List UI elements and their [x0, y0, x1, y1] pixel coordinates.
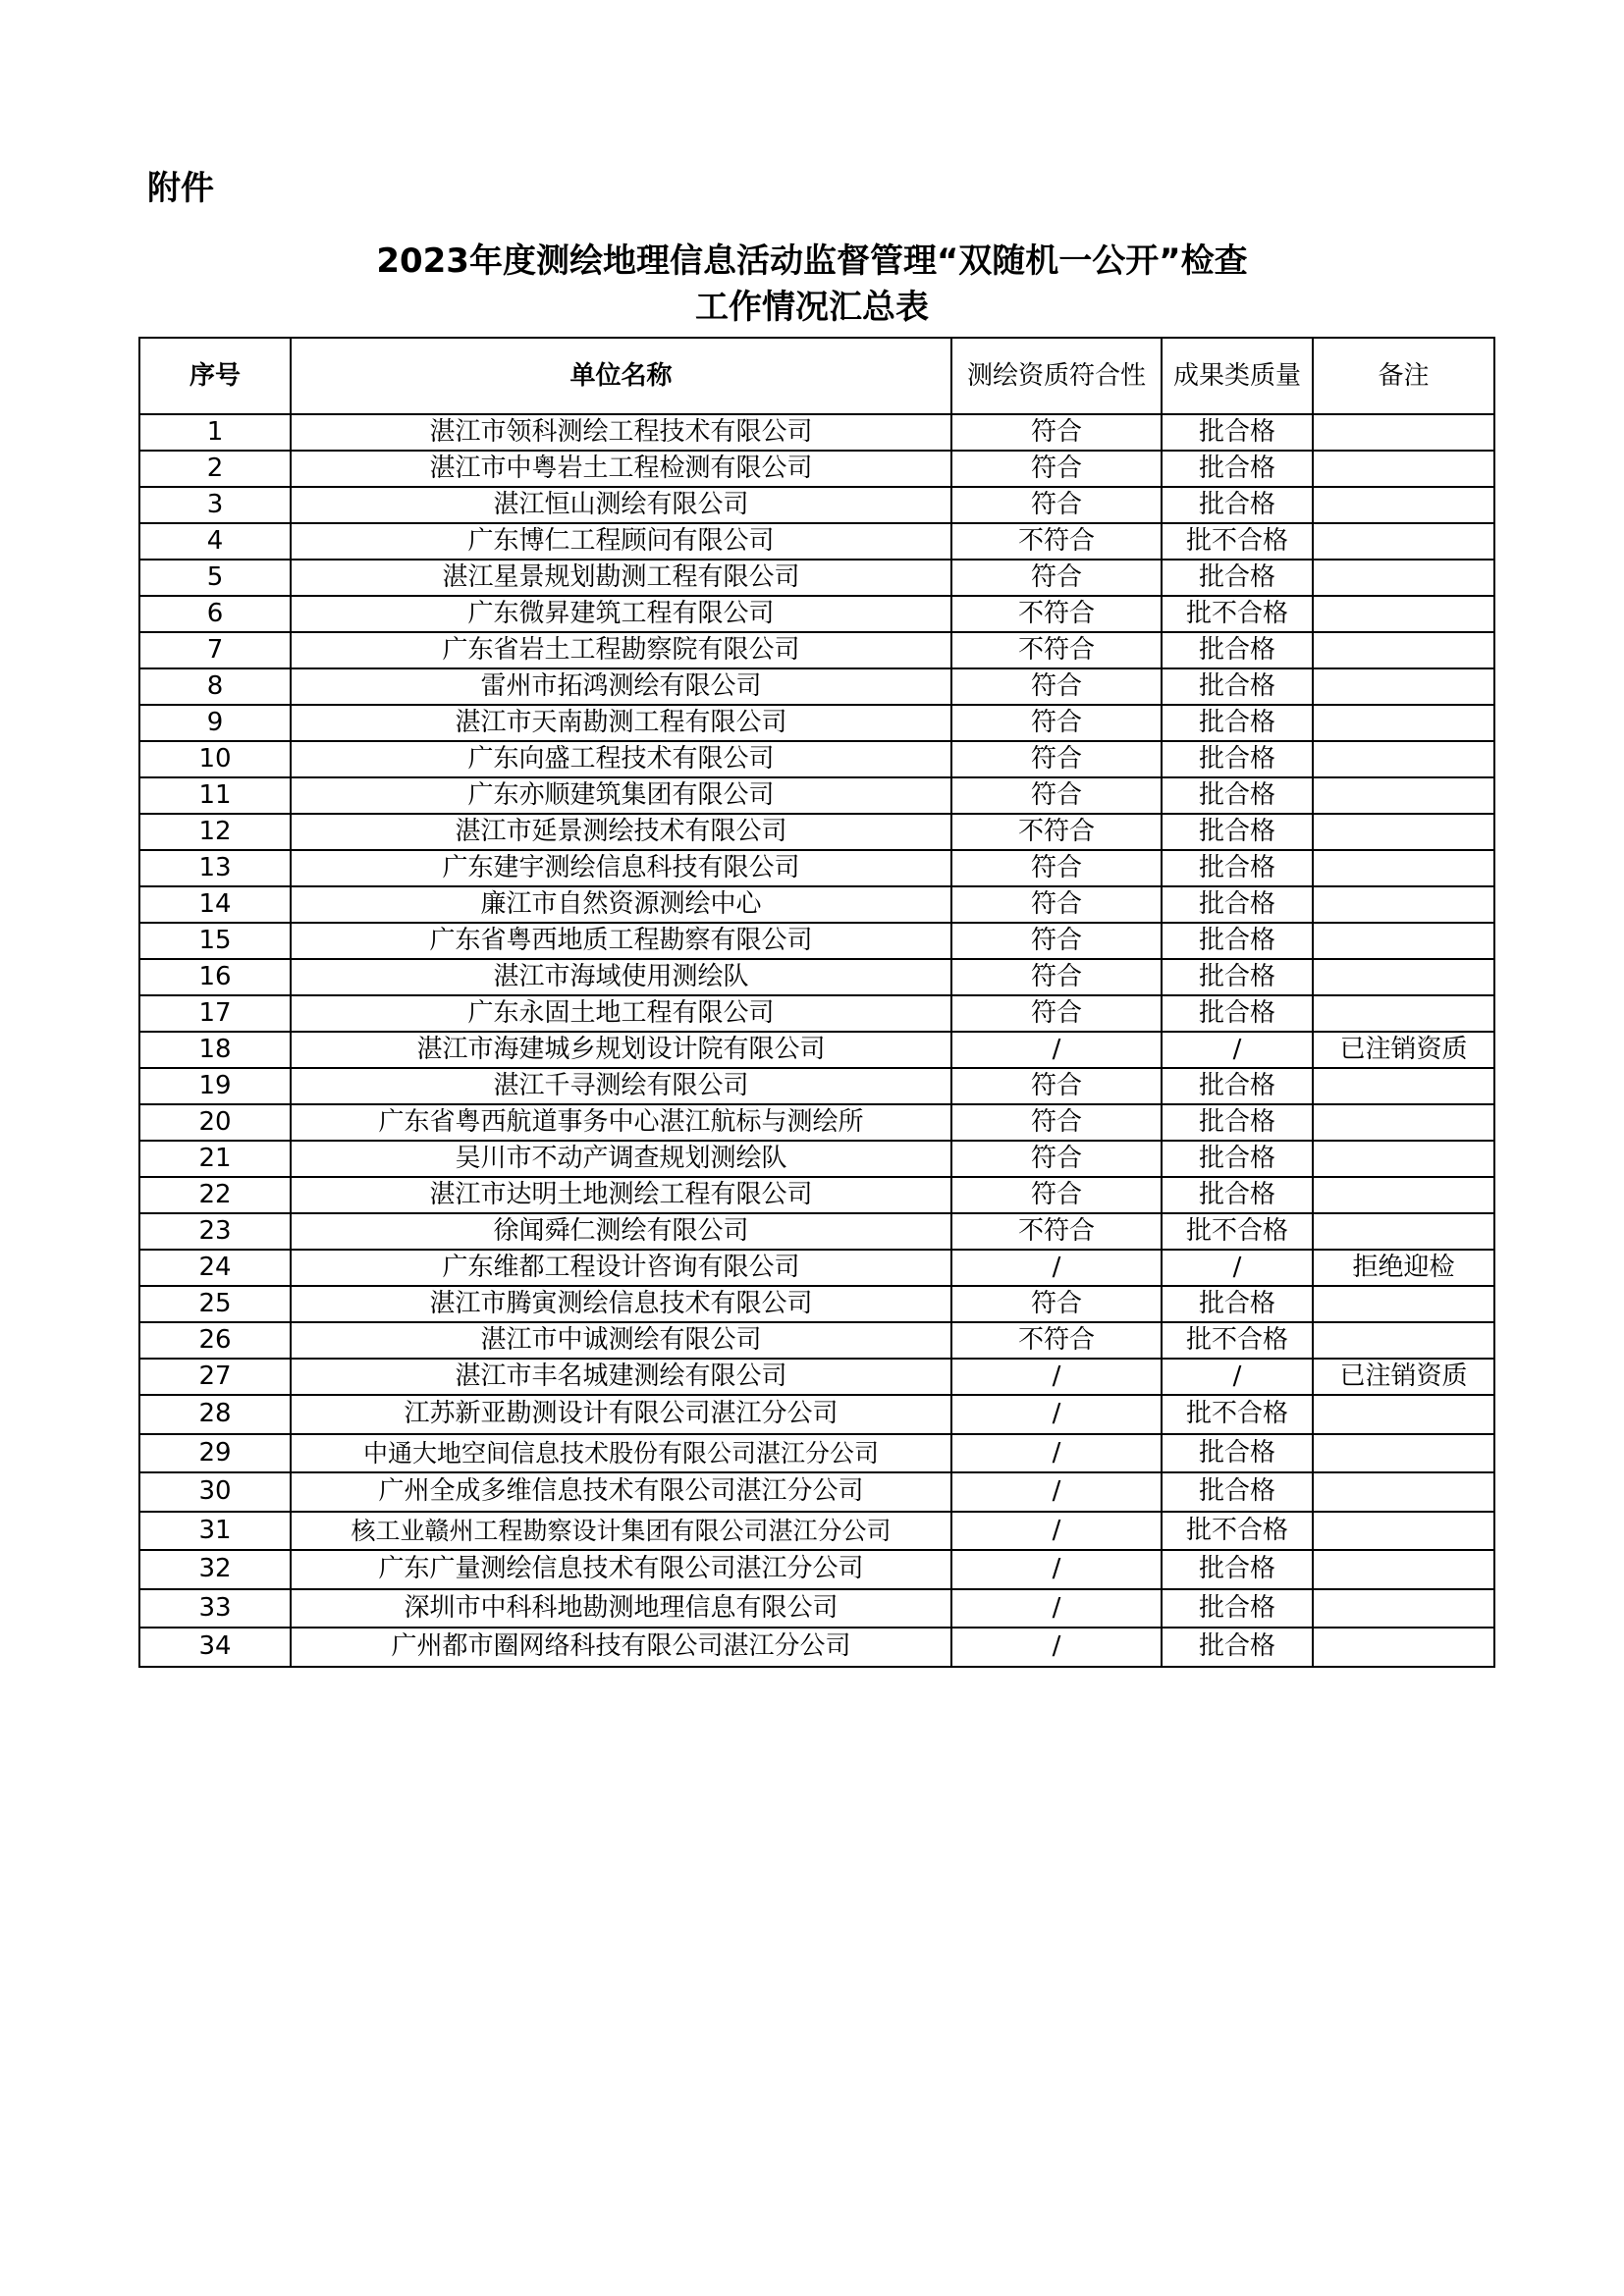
cell-company-name: 湛江市海域使用测绘队 — [291, 959, 951, 995]
cell-company-name: 湛江市中粤岩土工程检测有限公司 — [291, 451, 951, 487]
cell-company-name: 湛江市腾寅测绘信息技术有限公司 — [291, 1286, 951, 1322]
cell-qualification: / — [951, 1550, 1162, 1589]
cell-qualification: 符合 — [951, 668, 1162, 705]
cell-remark: 已注销资质 — [1313, 1359, 1494, 1395]
cell-company-name: 湛江市海建城乡规划设计院有限公司 — [291, 1032, 951, 1068]
table-row — [139, 1472, 1494, 1512]
cell-qualification: 符合 — [951, 1068, 1162, 1104]
cell-no: 27 — [139, 1359, 291, 1395]
cell-qualification: 不符合 — [951, 1213, 1162, 1250]
cell-qualification: 不符合 — [951, 596, 1162, 632]
cell-result: 批合格 — [1162, 632, 1313, 668]
cell-qualification: 符合 — [951, 923, 1162, 959]
cell-company-name: 湛江市达明土地测绘工程有限公司 — [291, 1177, 951, 1213]
table-row — [139, 850, 1494, 886]
cell-remark — [1313, 1472, 1494, 1512]
cell-result: 批不合格 — [1162, 1395, 1313, 1434]
cell-no: 7 — [139, 632, 291, 668]
cell-result: 批合格 — [1162, 1177, 1313, 1213]
cell-remark — [1313, 632, 1494, 668]
cell-company-name: 广东省粤西航道事务中心湛江航标与测绘所 — [291, 1104, 951, 1141]
cell-remark — [1313, 1286, 1494, 1322]
cell-qualification: 不符合 — [951, 814, 1162, 850]
cell-qualification: 符合 — [951, 1104, 1162, 1141]
table-row — [139, 1286, 1494, 1322]
cell-no: 15 — [139, 923, 291, 959]
cell-no: 1 — [139, 414, 291, 451]
cell-qualification: / — [951, 1472, 1162, 1512]
header-company-name: 单位名称 — [291, 338, 951, 414]
table-row — [139, 1213, 1494, 1250]
cell-result: 批合格 — [1162, 560, 1313, 596]
cell-no: 28 — [139, 1395, 291, 1434]
cell-remark — [1313, 1512, 1494, 1551]
cell-qualification: / — [951, 1359, 1162, 1395]
cell-company-name: 湛江星景规划勘测工程有限公司 — [291, 560, 951, 596]
cell-qualification: 符合 — [951, 1286, 1162, 1322]
cell-remark — [1313, 414, 1494, 451]
cell-result: 批合格 — [1162, 886, 1313, 923]
cell-company-name: 湛江市天南勘测工程有限公司 — [291, 705, 951, 741]
cell-no: 26 — [139, 1322, 291, 1359]
header-no: 序号 — [139, 338, 291, 414]
cell-company-name: 广东亦顺建筑集团有限公司 — [291, 777, 951, 814]
cell-remark — [1313, 668, 1494, 705]
cell-result: 批合格 — [1162, 959, 1313, 995]
cell-result: 批合格 — [1162, 487, 1313, 523]
table-row — [139, 1512, 1494, 1551]
cell-qualification: 不符合 — [951, 523, 1162, 560]
table-row — [139, 1068, 1494, 1104]
table-row — [139, 1250, 1494, 1286]
table-row — [139, 560, 1494, 596]
table-row — [139, 741, 1494, 777]
cell-remark — [1313, 1322, 1494, 1359]
cell-result: / — [1162, 1359, 1313, 1395]
cell-company-name: 江苏新亚勘测设计有限公司湛江分公司 — [291, 1395, 951, 1434]
cell-remark — [1313, 923, 1494, 959]
cell-qualification: 符合 — [951, 850, 1162, 886]
cell-no: 29 — [139, 1434, 291, 1473]
cell-company-name: 广东省粤西地质工程勘察有限公司 — [291, 923, 951, 959]
cell-result: 批合格 — [1162, 1104, 1313, 1141]
cell-remark — [1313, 1177, 1494, 1213]
cell-result: 批合格 — [1162, 1628, 1313, 1667]
cell-no: 33 — [139, 1589, 291, 1629]
cell-result: 批合格 — [1162, 923, 1313, 959]
cell-qualification: / — [951, 1395, 1162, 1434]
cell-company-name: 雷州市拓鸿测绘有限公司 — [291, 668, 951, 705]
cell-remark — [1313, 886, 1494, 923]
cell-no: 31 — [139, 1512, 291, 1551]
cell-qualification: 符合 — [951, 487, 1162, 523]
header-qualification: 测绘资质符合性 — [951, 338, 1162, 414]
cell-company-name: 湛江市中诚测绘有限公司 — [291, 1322, 951, 1359]
cell-company-name: 吴川市不动产调查规划测绘队 — [291, 1141, 951, 1177]
cell-company-name: 徐闻舜仁测绘有限公司 — [291, 1213, 951, 1250]
cell-remark — [1313, 1104, 1494, 1141]
cell-result: 批合格 — [1162, 414, 1313, 451]
table-row — [139, 668, 1494, 705]
cell-result: / — [1162, 1250, 1313, 1286]
cell-remark: 拒绝迎检 — [1313, 1250, 1494, 1286]
cell-no: 6 — [139, 596, 291, 632]
cell-remark — [1313, 705, 1494, 741]
cell-remark — [1313, 1589, 1494, 1629]
cell-no: 16 — [139, 959, 291, 995]
cell-no: 8 — [139, 668, 291, 705]
cell-no: 34 — [139, 1628, 291, 1667]
cell-qualification: 符合 — [951, 959, 1162, 995]
cell-company-name: 广州全成多维信息技术有限公司湛江分公司 — [291, 1472, 951, 1512]
cell-qualification: 符合 — [951, 995, 1162, 1032]
table-row — [139, 596, 1494, 632]
table-row — [139, 705, 1494, 741]
cell-company-name: 广东维都工程设计咨询有限公司 — [291, 1250, 951, 1286]
cell-qualification: 符合 — [951, 1141, 1162, 1177]
cell-remark — [1313, 741, 1494, 777]
cell-qualification: / — [951, 1434, 1162, 1473]
cell-result: 批合格 — [1162, 777, 1313, 814]
cell-no: 4 — [139, 523, 291, 560]
cell-company-name: 广东向盛工程技术有限公司 — [291, 741, 951, 777]
cell-remark — [1313, 959, 1494, 995]
table-row — [139, 1032, 1494, 1068]
cell-remark — [1313, 1213, 1494, 1250]
cell-qualification: 符合 — [951, 1177, 1162, 1213]
table-header-row — [139, 338, 1494, 414]
cell-result: 批合格 — [1162, 1589, 1313, 1629]
cell-qualification: / — [951, 1589, 1162, 1629]
table-row — [139, 1322, 1494, 1359]
cell-company-name: 湛江恒山测绘有限公司 — [291, 487, 951, 523]
cell-remark — [1313, 1068, 1494, 1104]
cell-result: 批合格 — [1162, 741, 1313, 777]
table-row — [139, 995, 1494, 1032]
cell-result: 批合格 — [1162, 995, 1313, 1032]
cell-remark — [1313, 850, 1494, 886]
cell-qualification: 符合 — [951, 451, 1162, 487]
table-row — [139, 923, 1494, 959]
cell-result: 批合格 — [1162, 705, 1313, 741]
header-result-quality: 成果类质量 — [1162, 338, 1313, 414]
cell-qualification: 符合 — [951, 741, 1162, 777]
table-body — [139, 414, 1494, 1667]
cell-company-name: 广东建宇测绘信息科技有限公司 — [291, 850, 951, 886]
cell-no: 19 — [139, 1068, 291, 1104]
cell-company-name: 湛江市领科测绘工程技术有限公司 — [291, 414, 951, 451]
table-row — [139, 1628, 1494, 1667]
cell-result: / — [1162, 1032, 1313, 1068]
cell-company-name: 深圳市中科科地勘测地理信息有限公司 — [291, 1589, 951, 1629]
cell-remark — [1313, 596, 1494, 632]
cell-result: 批不合格 — [1162, 1512, 1313, 1551]
table-row — [139, 1141, 1494, 1177]
cell-company-name: 广东永固土地工程有限公司 — [291, 995, 951, 1032]
cell-result: 批合格 — [1162, 668, 1313, 705]
cell-qualification: 符合 — [951, 705, 1162, 741]
table-row — [139, 814, 1494, 850]
cell-result: 批不合格 — [1162, 1213, 1313, 1250]
table-row — [139, 451, 1494, 487]
cell-company-name: 廉江市自然资源测绘中心 — [291, 886, 951, 923]
cell-qualification: 符合 — [951, 777, 1162, 814]
cell-no: 32 — [139, 1550, 291, 1589]
cell-remark — [1313, 1395, 1494, 1434]
table-row — [139, 959, 1494, 995]
cell-result: 批合格 — [1162, 850, 1313, 886]
cell-qualification: 不符合 — [951, 632, 1162, 668]
cell-remark — [1313, 560, 1494, 596]
table-row — [139, 1177, 1494, 1213]
cell-result: 批合格 — [1162, 1550, 1313, 1589]
cell-qualification: / — [951, 1032, 1162, 1068]
cell-qualification: / — [951, 1250, 1162, 1286]
cell-company-name: 广东微昇建筑工程有限公司 — [291, 596, 951, 632]
attachment-label: 附件 — [147, 169, 214, 208]
cell-company-name: 湛江千寻测绘有限公司 — [291, 1068, 951, 1104]
cell-no: 10 — [139, 741, 291, 777]
table-row — [139, 1550, 1494, 1589]
cell-remark — [1313, 1141, 1494, 1177]
cell-result: 批不合格 — [1162, 523, 1313, 560]
cell-qualification: 不符合 — [951, 1322, 1162, 1359]
cell-no: 20 — [139, 1104, 291, 1141]
cell-no: 11 — [139, 777, 291, 814]
cell-company-name: 广东广量测绘信息技术有限公司湛江分公司 — [291, 1550, 951, 1589]
cell-no: 21 — [139, 1141, 291, 1177]
header-remark: 备注 — [1313, 338, 1494, 414]
cell-result: 批合格 — [1162, 1286, 1313, 1322]
cell-result: 批合格 — [1162, 1434, 1313, 1473]
cell-no: 25 — [139, 1286, 291, 1322]
cell-result: 批合格 — [1162, 1141, 1313, 1177]
cell-result: 批合格 — [1162, 1068, 1313, 1104]
cell-company-name: 广东博仁工程顾问有限公司 — [291, 523, 951, 560]
table-row — [139, 1589, 1494, 1629]
cell-company-name: 广州都市圈网络科技有限公司湛江分公司 — [291, 1628, 951, 1667]
cell-remark — [1313, 1434, 1494, 1473]
cell-remark — [1313, 487, 1494, 523]
cell-remark — [1313, 1550, 1494, 1589]
cell-qualification: 符合 — [951, 886, 1162, 923]
cell-no: 12 — [139, 814, 291, 850]
cell-no: 22 — [139, 1177, 291, 1213]
table-row — [139, 777, 1494, 814]
cell-remark — [1313, 451, 1494, 487]
cell-no: 14 — [139, 886, 291, 923]
cell-qualification: / — [951, 1628, 1162, 1667]
table-row — [139, 487, 1494, 523]
table-row — [139, 1104, 1494, 1141]
cell-no: 9 — [139, 705, 291, 741]
cell-result: 批不合格 — [1162, 596, 1313, 632]
table-row — [139, 1395, 1494, 1434]
table-row — [139, 886, 1494, 923]
table-row — [139, 523, 1494, 560]
cell-no: 13 — [139, 850, 291, 886]
cell-remark — [1313, 1628, 1494, 1667]
cell-no: 2 — [139, 451, 291, 487]
inspection-summary-table — [138, 337, 1495, 1668]
cell-qualification: 符合 — [951, 560, 1162, 596]
cell-no: 5 — [139, 560, 291, 596]
cell-result: 批合格 — [1162, 814, 1313, 850]
cell-no: 17 — [139, 995, 291, 1032]
cell-remark — [1313, 523, 1494, 560]
cell-company-name: 湛江市丰名城建测绘有限公司 — [291, 1359, 951, 1395]
cell-company-name: 广东省岩土工程勘察院有限公司 — [291, 632, 951, 668]
cell-company-name: 核工业赣州工程勘察设计集团有限公司湛江分公司 — [291, 1512, 951, 1551]
cell-remark: 已注销资质 — [1313, 1032, 1494, 1068]
cell-no: 3 — [139, 487, 291, 523]
cell-no: 23 — [139, 1213, 291, 1250]
cell-no: 30 — [139, 1472, 291, 1512]
cell-qualification: 符合 — [951, 414, 1162, 451]
cell-result: 批合格 — [1162, 1472, 1313, 1512]
cell-no: 18 — [139, 1032, 291, 1068]
table-row — [139, 1359, 1494, 1395]
table-row — [139, 414, 1494, 451]
document-subtitle: 工作情况汇总表 — [695, 288, 929, 327]
cell-result: 批合格 — [1162, 451, 1313, 487]
cell-company-name: 中通大地空间信息技术股份有限公司湛江分公司 — [291, 1434, 951, 1473]
cell-remark — [1313, 814, 1494, 850]
cell-no: 24 — [139, 1250, 291, 1286]
cell-remark — [1313, 995, 1494, 1032]
cell-qualification: / — [951, 1512, 1162, 1551]
cell-result: 批不合格 — [1162, 1322, 1313, 1359]
document-title: 2023年度测绘地理信息活动监督管理“双随机一公开”检查 — [376, 241, 1248, 281]
table-row — [139, 1434, 1494, 1473]
table-row — [139, 632, 1494, 668]
cell-remark — [1313, 777, 1494, 814]
cell-company-name: 湛江市延景测绘技术有限公司 — [291, 814, 951, 850]
